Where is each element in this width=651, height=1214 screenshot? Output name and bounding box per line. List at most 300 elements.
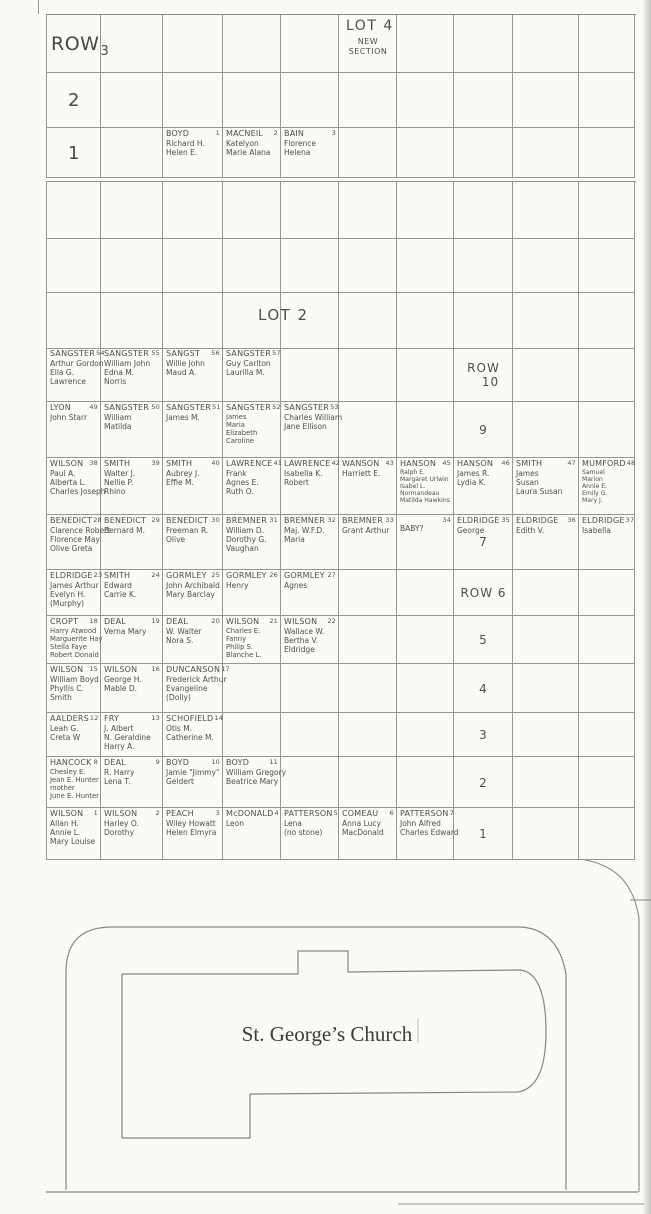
plot-name: Helena [284,148,311,157]
plot-name: Robert [284,478,309,487]
plot-surname: BOYD [166,129,190,138]
plot-surname: McDONALD [226,809,274,818]
plot-number: 14 [214,714,224,722]
plot-surname: BENEDICT [104,516,147,525]
plot-header [226,758,278,768]
plot-header [50,516,102,526]
plot-cell [101,182,163,239]
plot-cell [339,73,397,128]
plot-name: Beatrice Mary [226,777,279,786]
plot-cell [223,73,281,128]
plot-surname: WILSON [104,665,138,674]
plot-name: Lydia K. [457,478,487,487]
plot-cell [454,239,513,293]
plot-header [166,809,220,819]
plot-name: Norris [104,377,127,386]
plot-cell [47,293,101,349]
plot-cell [223,808,281,860]
plot-cell [163,128,223,178]
plot-cell [163,713,223,757]
plot-header [104,571,160,581]
plot-header [582,459,636,469]
plot-name: Stella Faye [50,643,87,651]
plot-cell [47,239,101,293]
plot-name: BABY? [400,524,424,533]
plot-surname: SANGSTER [166,403,212,412]
plot-name: Charles William [284,413,343,422]
plot-cell [579,664,635,713]
plot-name: Evangeline [166,684,208,693]
plot-name: Helen E. [166,148,198,157]
plot-cell [223,515,281,570]
plot-surname: MACNEIL [226,129,264,138]
plot-cell [579,73,635,128]
plot-name: MacDonald [342,828,384,837]
plot-cell [47,182,101,239]
plot-number: 29 [151,516,160,524]
plot-number: 47 [567,459,576,467]
plot-name: (Dolly) [166,693,191,702]
plot-cell [101,808,163,860]
plot-cell [397,616,454,664]
plot-header [166,714,224,724]
plot-number: 18 [89,617,98,625]
plot-header [226,571,278,581]
plot-header [516,516,576,526]
plot-cell [397,128,454,178]
plot-name: Carrie K. [104,590,137,599]
plot-cell [163,458,223,515]
plot-cell [454,182,513,239]
plot-cell [454,757,513,808]
row-label: ROW [467,361,500,375]
plot-name: John Archibald [166,581,220,590]
plot-name: Susan [516,478,539,487]
plot-header [284,516,336,526]
plot-name: William John [104,359,151,368]
plot-cell [47,128,101,178]
plot-cell [163,348,223,402]
plot-cell [101,664,163,713]
plot-cell [163,402,223,458]
plot-name: (no stone) [284,828,323,837]
plot-number: 15 [89,665,98,673]
plot-surname: BENEDICT [50,516,93,525]
plot-name: James R. [457,469,490,478]
plot-surname: WILSON [104,809,138,818]
plot-name: (Murphy) [50,599,85,608]
plot-header [516,459,576,469]
plot-name: W. Walter [166,627,202,636]
church-label: St. George’s Church [241,1022,413,1046]
plot-surname: BREMNER [342,516,384,525]
plot-number: 50 [151,403,160,411]
plot-cell [339,15,397,73]
plot-name: George [457,526,485,535]
plot-cell [579,293,635,349]
plot-number: 9 [155,758,160,766]
plot-cell [163,239,223,293]
plot-header [342,459,394,469]
plot-number: 40 [211,459,220,467]
plot-header [342,516,394,526]
row-label: 5 [479,633,488,647]
plot-name: Isabel L. [400,483,426,490]
plot-cell [223,664,281,713]
plot-name: Charles E. [226,627,261,635]
plot-number: 33 [385,516,394,524]
plot-name: Harley O. [104,819,139,828]
scan-artifact-line [398,1203,644,1205]
plot-number: 16 [151,665,160,673]
plot-cell [163,808,223,860]
plot-cell [223,402,281,458]
plot-name: William [104,413,132,422]
plot-cell [397,15,454,73]
plot-name: Wallace W. [284,627,325,636]
plot-number: 41 [273,459,283,467]
plot-cell [281,713,339,757]
plot-name: Marie Alana [226,148,271,157]
plot-number: 12 [89,714,99,722]
plot-name: Harry Atwood [50,627,97,635]
plot-header [284,403,339,413]
plot-name: Lena T. [104,777,131,786]
plot-cell [397,570,454,616]
plot-surname: SMITH [166,459,193,468]
row-label: 1 [479,827,488,841]
plot-number: 6 [389,809,394,817]
lot2-label: LOT 2 [258,306,309,324]
plot-header [400,809,454,819]
plot-cell [163,616,223,664]
plot-number: 1 [93,809,98,817]
plot-name: Mary J. [582,497,603,504]
plot-name: Phyllis C. [50,684,84,693]
plot-name: Blanche L. [226,651,262,659]
plot-name: Robert Donald [50,651,99,659]
plot-name: Willie John [166,359,205,368]
plot-number: 45 [442,459,451,467]
plot-number: 36 [567,516,576,524]
plot-number: 31 [269,516,278,524]
plot-name: Jamie "Jimmy" [166,768,220,777]
plot-cell [281,664,339,713]
plot-cell [454,616,513,664]
plot-cell [454,515,513,570]
plot-name: Frank [226,469,247,478]
plot-number: 54 [96,349,105,357]
plot-cell [163,73,223,128]
plot-name: Aubrey J. [166,469,200,478]
plot-name: Edward [104,581,132,590]
plot-name: Emily G. [582,490,608,497]
plot-cell [163,182,223,239]
plot-cell [513,713,579,757]
plot-cell [163,664,230,713]
plot-header [166,571,220,581]
plot-name: Charles Edward [400,828,459,837]
plot-cell [397,515,454,570]
plot-cell [101,515,163,570]
plot-name: Paul A. [50,469,76,478]
plot-cell [397,348,454,402]
plot-number: 26 [269,571,278,579]
plot-cell [281,757,339,808]
plot-surname: DUNCANSON [166,665,221,674]
plot-cell [101,239,163,293]
plot-cell [281,515,339,570]
plot-number: 57 [272,349,281,357]
lot4-sublabel [342,37,394,56]
plot-header [226,516,278,526]
plot-name: Wiley Howatt [166,819,216,828]
plot-cell [513,182,579,239]
plot-cell [454,402,513,458]
plot-number: 22 [327,617,336,625]
plot-cell [454,713,513,757]
plot-surname: GORMLEY [166,571,207,580]
plot-name: George H. [104,675,142,684]
plot-cell [47,664,101,713]
plot-header [284,571,336,581]
plot-cell [513,348,579,402]
plot-name: John Alfred [400,819,441,828]
plot-cell [579,458,635,515]
plot-cell [579,128,635,178]
plot-header [166,349,220,359]
plot-name: Harriett E. [342,469,381,478]
plot-name: James M. [166,413,200,422]
row-label: 7 [479,535,488,549]
plot-surname: SANGSTER [226,349,272,358]
plot-name: James [516,469,539,478]
plot-name: Maria [284,535,305,544]
plot-name: Creta W [50,733,81,742]
plot-cell [101,616,163,664]
plot-name: Elizabeth [226,429,258,437]
plot-name: Mary Louise [50,837,95,846]
plot-surname: AALDERS [50,714,89,723]
plot-header [50,714,98,724]
row-label: 4 [479,681,488,696]
plot-cell [339,128,397,178]
plot-number: 42 [331,459,341,467]
plot-header [457,516,510,526]
row-label: ROW 6 [460,586,507,600]
plot-cell [454,458,513,515]
plot-cell [513,402,579,458]
plot-name: Lena [284,819,303,828]
plot-number: 17 [221,665,230,673]
plot-surname: CROPT [50,617,79,626]
plot-name: Henry [226,581,249,590]
plot-header [226,403,281,413]
plot-cell [454,808,513,860]
plot-name: James Arthur [50,581,99,590]
plot-surname: GORMLEY [284,571,325,580]
row-label: 10 [481,375,500,389]
plot-cell [47,570,101,616]
plot-name: Effie M. [166,478,194,487]
plot-number: 1 [215,129,220,137]
plot-cell [454,128,513,178]
plot-cell [47,73,101,128]
plot-surname: GORMLEY [226,571,267,580]
plot-name: J. Albert [104,724,134,733]
plot-name: Walter J. [104,469,136,478]
plot-name: Marion [582,476,603,483]
plot-cell [223,128,281,178]
plot-name: N. Geraldine [104,733,151,742]
plot-header [50,665,98,675]
plot-header [104,403,160,413]
plot-name: Eldridge [284,645,315,654]
plot-cell [101,402,163,458]
plot-cell [223,348,281,402]
plot-number: 39 [151,459,160,467]
plot-cell [223,616,281,664]
plot-name: Leah G. [50,724,79,733]
plot-name: Chesley E. [50,768,86,776]
plot-header [226,129,278,139]
plot-cell [101,570,163,616]
grid-middle-section [46,181,636,349]
plot-cell [339,808,397,860]
plot-cell [579,515,635,570]
plot-name: Isabella K. [284,469,323,478]
plot-name: Ella G. [50,368,75,377]
plot-name: William D. [226,526,265,535]
plot-header [166,459,220,469]
plot-header [50,617,98,627]
plot-name: Nora S. [166,636,194,645]
plot-name: Ruth O. [226,487,254,496]
plot-header [582,516,635,526]
plot-name: Caroline [226,437,254,445]
plot-number: 46 [501,459,510,467]
plot-header [50,758,98,768]
plot-cell [513,128,579,178]
plot-name: Grant Arthur [342,526,390,535]
plot-number: 43 [385,459,394,467]
plot-name: Rhino [104,487,126,496]
plot-name: John Starr [50,413,88,422]
plot-name: Bernard M. [104,526,146,535]
plot-surname: LYON [50,403,71,412]
plot-cell [101,15,163,73]
plot-cell [579,757,635,808]
plot-surname: FRY [104,714,120,723]
plot-cell [579,402,635,458]
plot-number: 3 [215,809,220,817]
plot-surname: SMITH [104,459,131,468]
plot-name: Normandeau [400,490,440,497]
plot-cell [397,73,454,128]
plot-cell [513,808,579,860]
plot-cell [47,515,111,570]
plot-cell [101,348,163,402]
plot-cell [339,515,397,570]
plot-number: 55 [151,349,160,357]
plot-surname: ELDRIDGE [50,571,93,580]
plot-header [284,809,336,819]
plot-surname: HANSON [400,459,437,468]
grid-top-section [46,14,636,178]
plot-name: Nellie P. [104,478,134,487]
plot-surname: PATTERSON [400,809,449,818]
plot-cell [579,239,635,293]
plot-surname: DEAL [104,617,126,626]
plot-name: June E. Hunter [50,792,99,800]
plot-cell [339,293,397,349]
plot-cell [163,15,223,73]
plot-header [284,617,336,627]
plot-header [104,459,160,469]
plot-name: Clarence Robert [50,526,111,535]
plot-number: 30 [211,516,220,524]
plot-cell [163,515,223,570]
plot-surname: BREMNER [284,516,326,525]
plot-surname: SANGSTER [284,403,330,412]
plot-header [104,758,160,768]
plot-name: Samuel [582,469,605,476]
plot-number: 53 [330,403,339,411]
right-curve-path [585,860,639,1192]
plot-cell [47,15,110,73]
plot-surname: ELDRIDGE [516,516,559,525]
plot-name: Leon [226,819,245,828]
plot-surname: SANGST [166,349,201,358]
plot-surname: SCHOFIELD [166,714,214,723]
plot-surname: BREMNER [226,516,268,525]
plot-name: Vaughan [226,544,259,553]
plot-cell [163,570,223,616]
plot-number: 2 [155,809,160,817]
plot-name: Harry A. [104,742,135,751]
plot-name: Edna M. [104,368,135,377]
plot-cell [47,458,106,515]
plot-cell [397,458,454,515]
plot-cell [101,713,163,757]
plot-cell [397,664,454,713]
plot-cell [339,239,397,293]
plot-cell [47,616,101,664]
plot-surname: SMITH [516,459,543,468]
plot-name: Maj. W.F.D. [284,526,325,535]
plot-name: Agnes E. [226,478,259,487]
plot-name: Richard H. [166,139,205,148]
plot-cell [454,664,513,713]
plot-cell [223,713,281,757]
plot-cell [339,348,397,402]
plot-surname: WILSON [50,665,84,674]
plot-name: Matilda Hawkins [400,497,450,504]
plot-cell [513,664,579,713]
plot-cell [223,15,281,73]
plot-cell [397,293,454,349]
plot-name: Florence May [50,535,100,544]
lot4-label: LOT 4 [346,18,394,34]
plot-cell [579,713,635,757]
plot-surname: LAWRENCE [284,459,331,468]
plot-cell [281,128,339,178]
plot-name: Annie L. [50,828,81,837]
plot-name: Dorothy G. [226,535,267,544]
plot-cell [513,458,579,515]
scan-edge-shadow [642,0,651,1214]
plot-header [104,809,160,819]
